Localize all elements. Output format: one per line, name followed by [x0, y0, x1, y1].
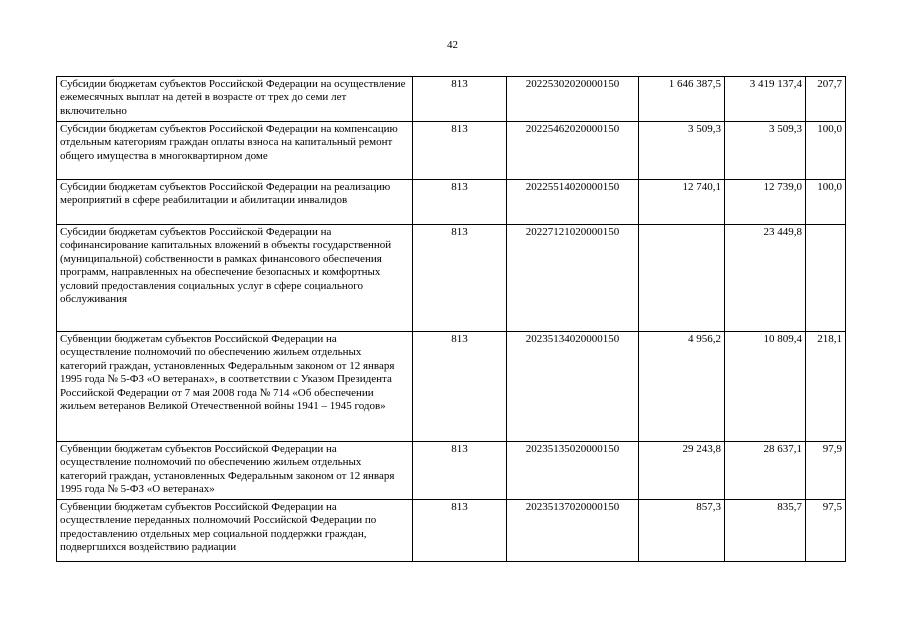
row-fact-value: 3 509,3 — [725, 122, 806, 180]
row-plan-value: 857,3 — [639, 500, 725, 562]
table-row — [57, 180, 846, 225]
row-plan-value: 3 509,3 — [639, 122, 725, 180]
row-admin-code: 813 — [413, 77, 507, 122]
row-name: Субвенции бюджетам субъектов Российской Федерации на осуществление переданных полномочий Российской Федерации по предоставлению отдельных мер социальной поддержки граждан, подвергшихся воздействию радиации — [57, 500, 413, 562]
row-admin-code: 813 — [413, 332, 507, 442]
row-plan-value: 29 243,8 — [639, 442, 725, 500]
row-budget-code: 20225514020000150 — [507, 180, 639, 225]
row-name: Субсидии бюджетам субъектов Российской Федерации на софинансирование капитальных вложений в объекты государственной (муниципальной) собственности в рамках финансового обеспечения программ, направленных на обеспечение безопасных и комфортных условий предоставления социальных услуг в сфере социального обслуживания — [57, 225, 413, 332]
row-percent-value: 97,5 — [806, 500, 846, 562]
row-plan-value: 1 646 387,5 — [639, 77, 725, 122]
page-number: 42 — [447, 39, 458, 51]
row-fact-value: 3 419 137,4 — [725, 77, 806, 122]
row-fact-value: 835,7 — [725, 500, 806, 562]
row-fact-value: 12 739,0 — [725, 180, 806, 225]
row-budget-code: 20225302020000150 — [507, 77, 639, 122]
budget-table — [56, 76, 846, 562]
row-budget-code: 20235137020000150 — [507, 500, 639, 562]
table-row — [57, 442, 846, 500]
row-fact-value: 23 449,8 — [725, 225, 806, 332]
row-name: Субсидии бюджетам субъектов Российской Федерации на компенсацию отдельным категориям граждан оплаты взноса на капитальный ремонт общего имущества в многоквартирном доме — [57, 122, 413, 180]
row-percent-value — [806, 225, 846, 332]
table-row — [57, 225, 846, 332]
row-budget-code: 20235135020000150 — [507, 442, 639, 500]
row-percent-value: 100,0 — [806, 180, 846, 225]
row-percent-value: 97,9 — [806, 442, 846, 500]
row-name: Субсидии бюджетам субъектов Российской Федерации на реализацию мероприятий в сфере реабилитации и абилитации инвалидов — [57, 180, 413, 225]
table-row — [57, 332, 846, 442]
row-plan-value: 12 740,1 — [639, 180, 725, 225]
row-plan-value — [639, 225, 725, 332]
row-percent-value: 218,1 — [806, 332, 846, 442]
row-plan-value: 4 956,2 — [639, 332, 725, 442]
row-admin-code: 813 — [413, 442, 507, 500]
table-row — [57, 122, 846, 180]
row-fact-value: 10 809,4 — [725, 332, 806, 442]
row-name: Субсидии бюджетам субъектов Российской Федерации на осуществление ежемесячных выплат на детей в возрасте от трех до семи лет включительно — [57, 77, 413, 122]
row-admin-code: 813 — [413, 500, 507, 562]
row-percent-value: 100,0 — [806, 122, 846, 180]
row-admin-code: 813 — [413, 225, 507, 332]
row-budget-code: 20225462020000150 — [507, 122, 639, 180]
row-percent-value: 207,7 — [806, 77, 846, 122]
row-fact-value: 28 637,1 — [725, 442, 806, 500]
row-admin-code: 813 — [413, 180, 507, 225]
row-name: Субвенции бюджетам субъектов Российской Федерации на осуществление полномочий по обеспечению жильем отдельных категорий граждан, установленных Федеральным законом от 12 января 1995 года № 5-ФЗ «О ветеранах» — [57, 442, 413, 500]
table-row — [57, 77, 846, 122]
row-budget-code: 20235134020000150 — [507, 332, 639, 442]
table-row — [57, 500, 846, 562]
row-admin-code: 813 — [413, 122, 507, 180]
row-name: Субвенции бюджетам субъектов Российской Федерации на осуществление полномочий по обеспечению жильем отдельных категорий граждан, установленных Федеральным законом от 12 января 1995 года № 5-ФЗ «О ветеранах», в соответствии с Указом Президента Российской Федерации от 7 мая 2008 года № 714 «Об обеспечении жильем ветеранов Великой Отечественной войны 1941 – 1945 годов» — [57, 332, 413, 442]
row-budget-code: 20227121020000150 — [507, 225, 639, 332]
